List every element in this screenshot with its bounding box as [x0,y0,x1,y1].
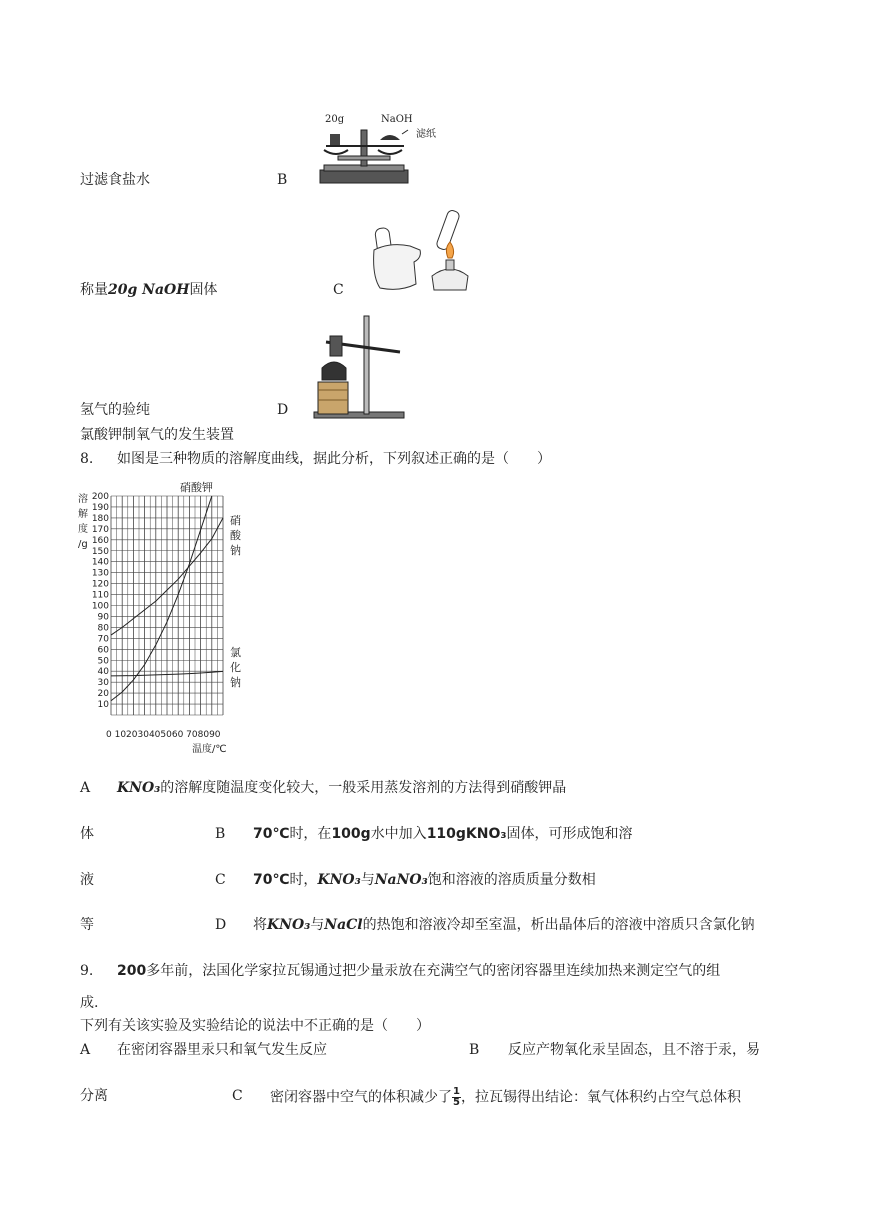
q7-option-b-text [80,281,217,299]
balance-chemical-label: NaOH [381,114,413,125]
q8-option-b-text [253,825,633,843]
q8-option-c-wrap: 等 [80,917,94,933]
hydrogen-purity-test-figure [370,206,485,298]
q9-option-b-text: 反应产物氧化汞呈固态，且不溶于汞，易 [508,1042,760,1058]
nacl-label-char: 化 [230,661,241,674]
text-span: 饱和溶液的溶质质量分数相 [427,872,596,888]
y-tick-label: 150 [91,546,109,557]
nano3-label-char: 钠 [230,544,241,557]
fraction-numerator: 1 [453,1086,460,1097]
q8-number: 8. [80,451,94,467]
math-span: 70℃ [253,826,290,842]
y-tick-label: 50 [97,656,109,667]
q8-option-a-text [117,779,566,797]
y-tick-label: 160 [91,535,109,546]
q9-option-b-wrap: 分离 [80,1088,108,1104]
q8-option-a-wrap: 体 [80,826,94,842]
nano3-label-char: 硝 [230,514,241,527]
q8-option-d-text [253,916,755,934]
q9-option-c-letter: C [232,1088,243,1104]
y-axis-label-char: 溶 [78,494,88,505]
text-span: 水中加入 [370,826,427,842]
y-tick-label: 180 [91,513,109,524]
y-tick-label: 110 [91,590,109,601]
q9-option-a-text: 在密闭容器里汞只和氧气发生反应 [117,1042,327,1058]
formula-span: KNO₃ [117,780,161,796]
q8-option-d-letter: D [215,917,227,933]
q9-option-a-letter: A [80,1042,91,1058]
y-tick-label: 10 [97,700,109,711]
y-tick-label: 130 [91,568,109,579]
balance-weight-label: 20g [325,114,345,125]
text-span: 多年前，法国化学家拉瓦锡通过把少量汞放在充满空气的密闭容器里连续加热来测定空气的组 [146,963,721,979]
q7-option-a-text: 过滤食盐水 [80,172,150,188]
q8-option-b-letter: B [215,826,226,842]
chart-x-tick-labels: 0 102030405060 708090 [106,730,221,740]
q7-option-d-letter: D [277,402,289,418]
q8-stem: 如图是三种物质的溶解度曲线，据此分析，下列叙述正确的是（ ） [117,451,551,467]
formula-span: KNO₃ [317,872,361,888]
math-span: 200 [117,963,147,979]
y-tick-label: 140 [91,557,109,568]
y-tick-label: 60 [97,645,109,656]
nacl-label-char: 钠 [230,676,241,689]
y-tick-label: 70 [97,634,109,645]
y-tick-label: 120 [91,579,109,590]
series-label-nano3 [230,513,242,557]
y-tick-label: 30 [97,678,109,689]
math-span: 100g [331,826,371,842]
q8-option-c-text [253,871,596,889]
math-span: 70℃ [253,872,290,888]
chart-y-ticks [92,492,109,710]
y-axis-label-char: 度 [78,524,88,535]
q9-option-b-letter: B [469,1042,480,1058]
balance-paper-label: 滤纸 [416,129,436,140]
q8-option-c-letter: C [215,872,226,888]
formula-span: NaCl [324,917,363,933]
text-span: 将 [253,917,267,933]
text-span: 与 [360,872,375,888]
y-tick-label: 170 [91,524,109,535]
q9-stem-line2: 下列有关该实验及实验结论的说法中不正确的是（ ） [80,1018,430,1034]
series-label-nacl [230,645,241,689]
series-label-kno3: 硝酸钾 [180,481,213,494]
y-tick-label: 20 [97,689,109,700]
fraction-one-fifth [452,1087,461,1108]
text-span: 称量 [80,282,108,298]
y-tick-label: 40 [97,667,109,678]
formula-span: KNO₃ [267,917,311,933]
y-tick-label: 200 [91,492,109,502]
q8-option-a-letter: A [80,780,91,796]
y-tick-label: 100 [91,601,109,612]
solubility-chart-svg [76,478,256,758]
text-span: 固体 [189,282,218,298]
text-span: ，拉瓦锡得出结论：氧气体积约占空气总体积 [460,1089,741,1106]
math-span: 20g NaOH [108,282,190,298]
fraction-denominator: 5 [453,1097,460,1108]
chart-y-axis-label [78,492,88,550]
nacl-label-char: 氯 [230,646,241,659]
y-tick-label: 80 [97,623,109,634]
oxygen-generator-figure [312,312,407,420]
nano3-label-char: 酸 [230,529,241,542]
q7-option-c-letter: C [333,282,344,298]
chart-x-axis-label: 温度/℃ [192,744,227,755]
y-axis-label-char: /g [78,539,88,550]
q9-option-c-text [270,1087,741,1108]
q9-stem-wrap: 成. [80,995,99,1011]
math-span: 110gKNO₃ [426,826,507,842]
y-tick-label: 90 [97,612,109,623]
chart-grid [111,496,223,715]
text-span: 的溶解度随温度变化较大，一般采用蒸发溶剂的方法得到硝酸钾晶 [160,780,567,796]
text-span: 密闭容器中空气的体积减少了 [270,1089,452,1106]
solubility-chart [76,478,256,758]
q7-option-b-letter: B [277,172,288,188]
q9-stem-line1 [117,962,720,980]
q7-option-d-text: 氯酸钾制氧气的发生装置 [80,427,234,443]
text-span: 时， [289,872,318,888]
y-axis-label-char: 解 [78,509,88,520]
q8-option-b-wrap: 液 [80,872,94,888]
q7-option-c-text: 氢气的验纯 [80,402,150,418]
q9-number: 9. [80,963,94,979]
text-span: 固体，可形成饱和溶 [506,826,633,842]
text-span: 时，在 [289,826,332,842]
y-tick-label: 190 [91,502,109,513]
text-span: 的热饱和溶液冷却至室温，析出晶体后的溶液中溶质只含氯化钠 [362,917,755,933]
formula-span: NaNO₃ [374,872,428,888]
text-span: 与 [310,917,325,933]
